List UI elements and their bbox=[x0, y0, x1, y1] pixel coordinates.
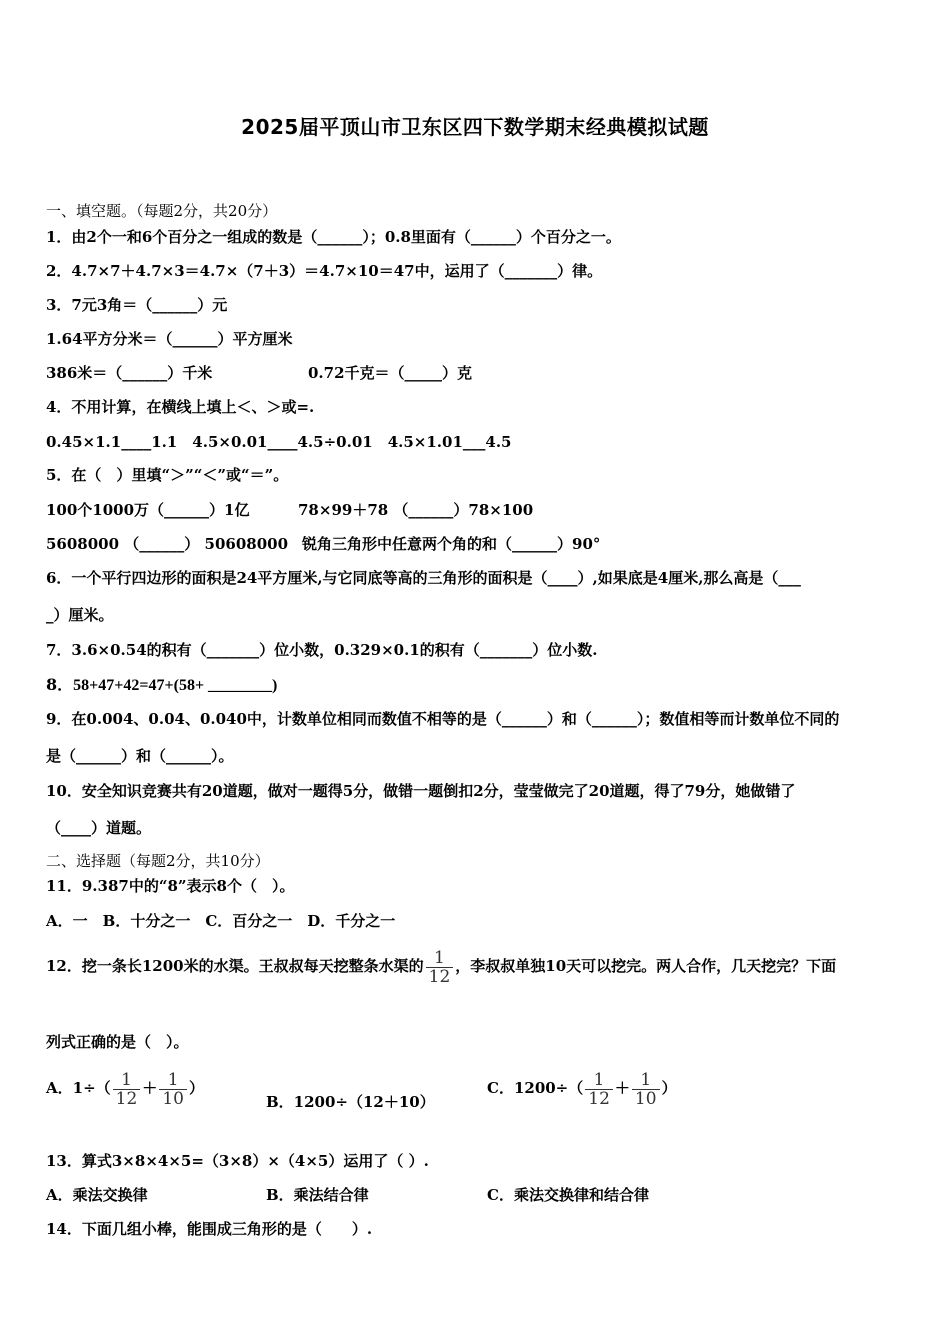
question-3-part-c-right: 0.72千克＝（_____）克 bbox=[308, 364, 473, 382]
question-1: 1．由2个一和6个百分之一组成的数是（______）；0.8里面有（______）个百分之一。 bbox=[46, 228, 621, 246]
option-a-fraction-2 bbox=[159, 1071, 187, 1108]
section-2-header: 二、选择题（每题2分，共10分） bbox=[46, 852, 270, 870]
question-13-option-c: C．乘法交换律和结合律 bbox=[487, 1186, 649, 1204]
question-11: 11．9.387中的“8”表示8个（ ）。 bbox=[46, 877, 295, 895]
page-title: 2025届平顶山市卫东区四下数学期末经典模拟试题 bbox=[241, 115, 709, 139]
question-12-option-b: B．1200÷（12＋10） bbox=[266, 1093, 435, 1111]
question-9-continued: 是（______）和（______）。 bbox=[46, 747, 234, 765]
fraction-denominator: 10 bbox=[162, 1088, 184, 1109]
question-3-part-c-left: 386米＝（______）千米 bbox=[46, 364, 213, 382]
fraction-numerator: 1 bbox=[632, 1071, 660, 1090]
question-8-number: 8． bbox=[46, 675, 74, 694]
question-12-continued: 列式正确的是（ ）。 bbox=[46, 1033, 189, 1051]
question-10-continued: （____）道题。 bbox=[46, 819, 152, 837]
option-c-prefix: C．1200÷（ bbox=[487, 1079, 584, 1097]
fraction-numerator: 1 bbox=[113, 1071, 141, 1090]
question-3: 3．7元3角＝（______）元 bbox=[46, 296, 228, 314]
question-12-text-after: ，李叔叔单独10天可以挖完。两人合作，几天挖完？下面 bbox=[455, 957, 837, 975]
option-c-suffix: ） bbox=[661, 1079, 677, 1097]
question-12-option-a bbox=[46, 1068, 204, 1108]
question-5-row-2-right: 锐角三角形中任意两个角的和（______）90° bbox=[302, 535, 601, 553]
question-5-row-1-right: 78×99＋78 （______）78×100 bbox=[298, 501, 534, 519]
question-12-text-before: 12．挖一条长1200米的水渠。王叔叔每天挖整条水渠的 bbox=[46, 957, 424, 975]
fraction-denominator: 12 bbox=[588, 1088, 610, 1109]
question-12 bbox=[46, 946, 836, 986]
question-13: 13．算式3×8×4×5=（3×8）×（4×5）运用了（ ）. bbox=[46, 1152, 429, 1170]
question-2: 2．4.7×7＋4.7×3＝4.7×（7＋3）＝4.7×10＝47中，运用了（_______）律。 bbox=[46, 262, 603, 280]
fraction-numerator: 1 bbox=[585, 1071, 613, 1090]
fraction-one-twelfth bbox=[426, 949, 454, 986]
question-11-options: A．一 B．十分之一 C．百分之一 D．千分之一 bbox=[46, 912, 396, 930]
question-7: 7．3.6×0.54的积有（_______）位小数，0.329×0.1的积有（_______）位小数. bbox=[46, 641, 598, 659]
plus-sign: ＋ bbox=[614, 1079, 630, 1097]
fraction-denominator: 12 bbox=[428, 966, 451, 987]
question-14: 14．下面几组小棒，能围成三角形的是（ ）. bbox=[46, 1220, 373, 1238]
option-c-fraction-1 bbox=[585, 1071, 613, 1108]
option-c-fraction-2 bbox=[632, 1071, 660, 1108]
question-9: 9．在0.004、0.04、0.040中，计数单位相同而数值不相等的是（______）和（______）；数值相等而计数单位不同的 bbox=[46, 710, 840, 728]
question-8 bbox=[46, 675, 277, 696]
fraction-numerator: 1 bbox=[159, 1071, 187, 1090]
question-13-option-a: A．乘法交换律 bbox=[46, 1186, 148, 1204]
question-5: 5．在（ ）里填“＞”“＜”或“＝”。 bbox=[46, 466, 289, 484]
question-3-part-b: 1.64平方分米＝（______）平方厘米 bbox=[46, 330, 293, 348]
fraction-numerator: 1 bbox=[426, 949, 454, 968]
section-1-header: 一、填空题。（每题2分，共20分） bbox=[46, 202, 278, 220]
question-4-comparisons: 0.45×1.1____1.1 4.5×0.01____4.5÷0.01 4.5×1.01___4.5 bbox=[46, 433, 512, 451]
question-5-row-1-left: 100个1000万（______）1亿 bbox=[46, 501, 250, 519]
question-5-row-2-left: 5608000 （______） 50608000 bbox=[46, 535, 288, 553]
option-a-fraction-1 bbox=[113, 1071, 141, 1108]
question-12-option-c bbox=[487, 1068, 677, 1108]
question-10: 10．安全知识竞赛共有20道题，做对一题得5分，做错一题倒扣2分，莹莹做完了20道题，得了79分，她做错了 bbox=[46, 782, 796, 800]
fraction-denominator: 10 bbox=[634, 1088, 657, 1109]
question-6-continued: _）厘米。 bbox=[46, 606, 114, 624]
plus-sign: ＋ bbox=[142, 1079, 158, 1097]
question-6: 6．一个平行四边形的面积是24平方厘米,与它同底等高的三角形的面积是（____）,如果底是4厘米,那么高是（___ bbox=[46, 569, 801, 587]
question-8-expression: 58+47+42=47+(58+ ________) bbox=[73, 677, 278, 694]
option-a-prefix: A．1÷（ bbox=[46, 1079, 111, 1097]
option-a-suffix: ） bbox=[188, 1079, 204, 1097]
question-13-option-b: B．乘法结合律 bbox=[266, 1186, 369, 1204]
question-4: 4．不用计算，在横线上填上＜、＞或=. bbox=[46, 398, 315, 416]
fraction-denominator: 12 bbox=[115, 1088, 138, 1109]
